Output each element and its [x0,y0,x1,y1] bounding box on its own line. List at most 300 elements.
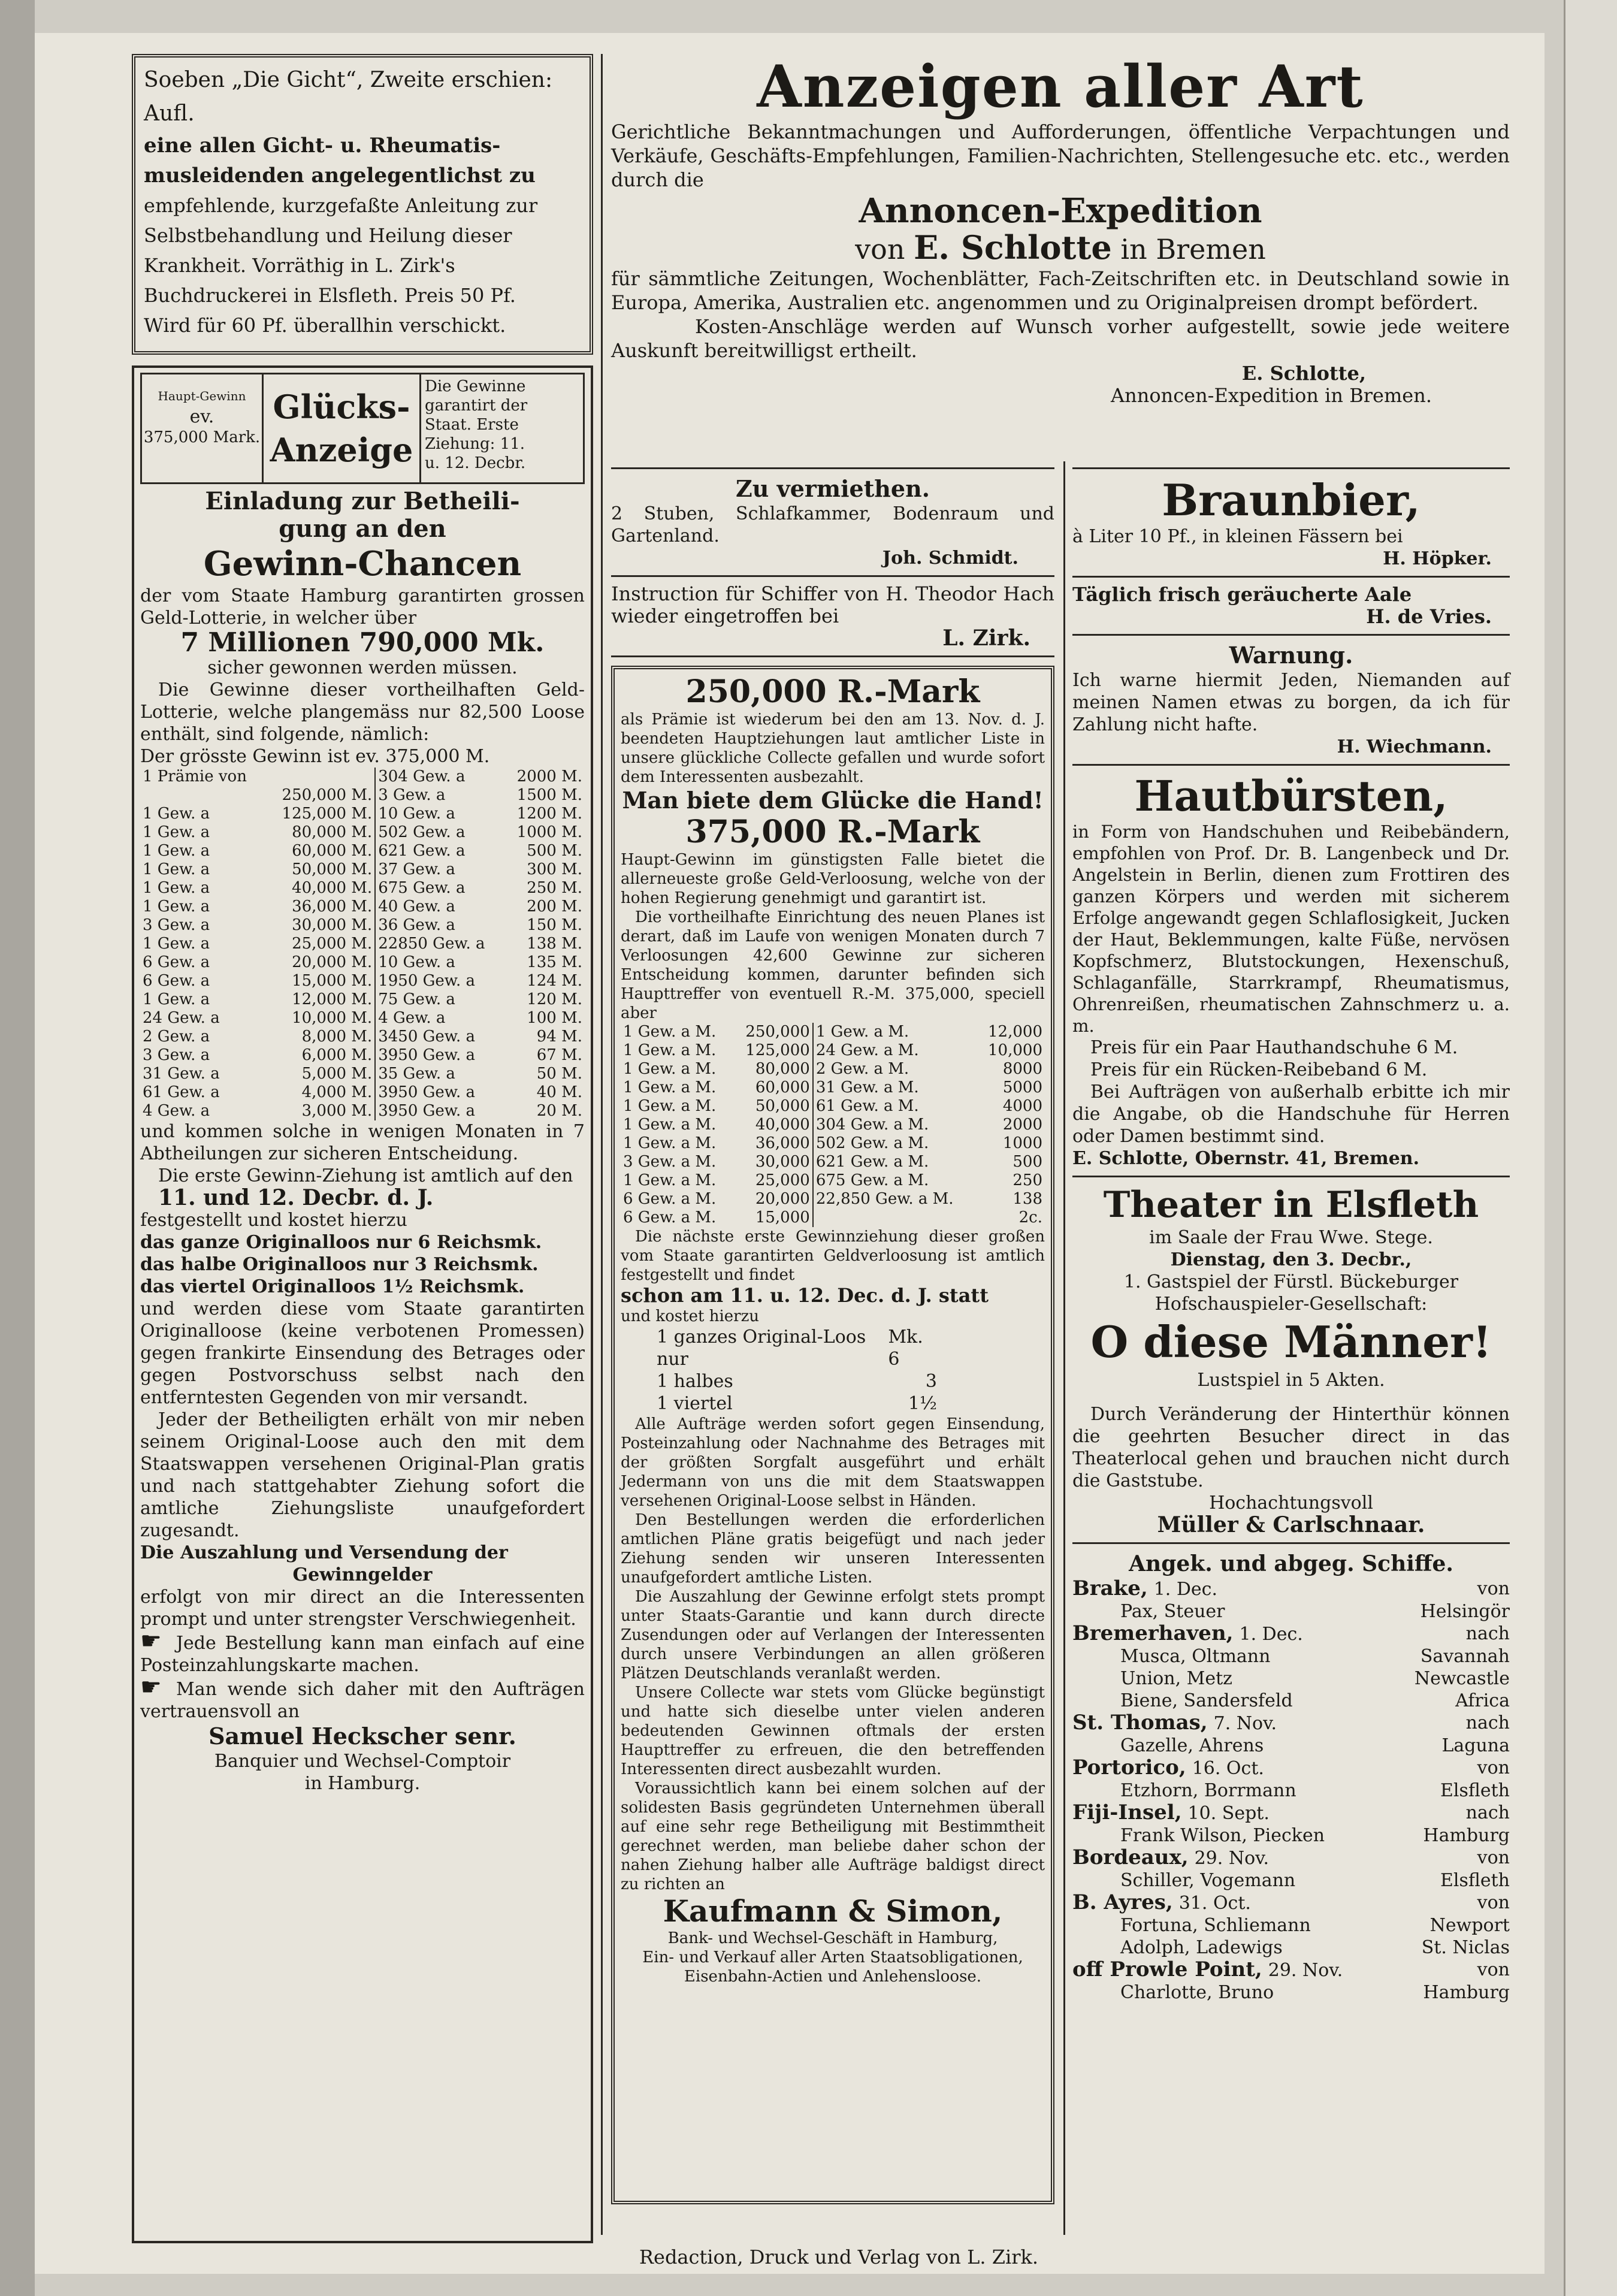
haupt-gewinn-label: Haupt-Gewinn [158,389,246,403]
prize-row [140,935,585,953]
theater-line: Lustspiel in 5 Akten. [1197,1370,1385,1391]
header-right-line: u. 12. Decbr. [425,454,526,472]
theater-title: Theater in Elsfleth [1103,1184,1479,1226]
prize-cell: 30,000 [755,1153,810,1171]
auftraege-text: Man wende sich daher mit den Aufträgen vertrauensvoll an [140,1679,585,1722]
prize-cell: 2000 M. [516,768,582,786]
column-middle [611,467,1054,2204]
loos-amount: 3 [925,1371,937,1392]
prize-cell: 3450 Gew. a [375,1028,504,1046]
prize-cell: 40 Gew. a [375,898,504,916]
port-label [1072,1802,1270,1824]
gluecks-header-right [421,374,583,482]
column-right [1072,467,1510,2004]
gewinn-chancen-heading: Gewinn-Chancen [203,544,522,584]
prize-cell: 10 Gew. a [375,953,504,972]
kaufmann-ad [611,666,1054,2204]
gluecks-paragraph: und werden diese vom Staate garantirten Originalloose (keine verbotenen Promessen) gegen frankirte Einsendung des Betrages oder gegen Postvorschuss selbst nach den entferntesten Gegenden von mir versandt. [140,1298,585,1408]
gluecks-paragraph: Jeder der Betheiligten erhält von mir neben seinem Original-Loose auch den mit dem Staatswappen versehenen Original-Plan gratis und nach stattgehabter Ziehung sofort die amtliche Ziehungsliste unaufgefordert zugesandt. [140,1409,585,1541]
gluecks-paragraph: Gewinngelder [292,1564,433,1585]
port-name: off Prowle Point, [1072,1957,1262,1981]
prize-cell: 1200 M. [516,805,582,823]
gluecks-paragraph: Die erste Gewinn-Ziehung ist amtlich auf den [158,1165,573,1186]
warnung-sig: H. Wiechmann. [1337,736,1492,757]
expedition-heading: Annoncen-Expedition [859,191,1262,231]
haut-price: Preis für ein Rücken-Reibeband 6 M. [1090,1059,1428,1080]
draw-date: 11. und 12. Decbr. d. J. [158,1185,434,1210]
anzeigen-header [611,54,1510,407]
page-title: Anzeigen aller Art [757,53,1364,120]
direction: von [1477,1578,1510,1599]
port-date: 29. Nov. [1194,1848,1270,1869]
prize-cell: 8,000 M. [301,1028,373,1046]
prize-cell: 1 Gew. a M. [623,1171,717,1189]
theater-date: Dienstag, den 3. Decbr., [1170,1249,1412,1270]
header-right-line: Staat. Erste [425,416,519,434]
prize-cell: 1000 M. [516,823,582,841]
prize-row [140,768,585,786]
prize-cell: 500 [1012,1153,1042,1171]
prize-cell [265,768,375,786]
firm-line: Banquier und Wechsel-Comptoir [214,1751,511,1772]
prize-cell: 250,000 M. [282,786,373,804]
ship-row [1072,1780,1510,1802]
book-binding-edge [0,0,35,2296]
price-line: das halbe Originalloos nur 3 Reichsmk. [140,1254,539,1275]
prize-cell: 135 M. [527,953,582,971]
prize-row [140,916,585,935]
prize-cell: 250,000 [745,1023,810,1041]
port-name: Bordeaux, [1072,1845,1189,1869]
header-right-line: Die Gewinne [425,377,526,395]
prize-cell: 4 Gew. a [375,1009,504,1028]
prize-row [140,1083,585,1102]
prize-cell: 3 Gew. a [143,916,210,934]
port-label [1072,1578,1217,1600]
gluecks-header [140,373,585,484]
gicht-line: Krankheit. Vorräthig in L. Zirk's [144,254,455,277]
ship-name: Charlotte, Bruno [1120,1982,1274,2003]
prize-cell: 1 Gew. a [143,860,210,878]
gluecks-title-box [264,374,421,482]
prize-cell: 80,000 M. [292,823,373,841]
column-rule-1 [601,54,603,2235]
ships-title: Angek. und abgeg. Schiffe. [1129,1551,1453,1576]
ship-name: Frank Wilson, Piecken [1120,1825,1325,1846]
prize-cell: 3 Gew. a [143,1046,210,1064]
kaufmann-paragraph: Unsere Collecte war stets vom Glücke begünstigt und hatte sich dieselbe unter vielen anderen bedeutenden Gewinnen oftmals der ersten Haupttreffer zu erfreuen, die den betreffenden Interessenten direct ausbezahlt wurden. [621,1684,1045,1778]
kaufmann-paragraph: Die vortheilhafte Einrichtung des neuen Planes ist derart, daß im Laufe von wenigen Monaten durch 7 Verloosungen 42,600 Gewinne zur sicheren Entscheidung kommen, darunter befinden sich Haupttreffer von eventuell R.-M. 375,000, speciell aber [621,908,1045,1022]
firm-name: Samuel Heckscher senr. [208,1723,516,1750]
prize-cell: 1 Gew. a [143,898,210,916]
vermiethen-sig: Joh. Schmidt. [882,548,1018,569]
prize-cell: 1 Gew. a M. [623,1078,717,1096]
prize-cell: 10,000 [988,1041,1042,1059]
prize-cell: 125,000 M. [282,805,373,823]
ship-place: Newport [1429,1915,1510,1936]
kaufmann-head3: 375,000 R.-Mark [685,814,980,850]
port-name: Fiji-Insel, [1072,1800,1182,1824]
prize-row [621,1041,1045,1060]
prize-cell: 1 Gew. a [143,879,210,897]
prize-cell: 6 Gew. a [143,972,210,990]
prize-cell: 5000 [1002,1078,1042,1096]
prize-cell: 1 Gew. a M. [623,1134,717,1152]
kaufmann-paragraph: Die nächste erste Gewinnziehung dieser großen vom Staate garantirten Geldverloosung ist amtlich festgestellt und findet [621,1228,1045,1284]
prize-row [140,805,585,823]
prize-cell: 22,850 Gew. a M. [813,1190,977,1209]
prize-cell: 675 Gew. a [375,879,504,898]
braunbier-sig: H. Höpker. [1383,548,1492,569]
port-name: Brake, [1072,1576,1148,1600]
prize-row [140,842,585,860]
kaufmann-firm: Kaufmann & Simon, [663,1893,1003,1929]
haupt-gewinn-sum: 375,000 Mark. [143,428,261,446]
haut-sig: E. Schlotte, Obernstr. 41, Bremen. [1072,1148,1420,1169]
prize-cell: 502 Gew. a M. [813,1134,977,1153]
kaufmann-paragraph: Den Bestellungen werden die erforderlichen amtlichen Pläne gratis beigefügt und nach jeder Ziehung senden wir unseren Interessenten unaufgefordert amtliche Listen. [621,1511,1045,1587]
prize-cell: 3950 Gew. a [375,1046,504,1065]
price-line: das viertel Originalloos 1½ Reichsmk. [140,1276,525,1297]
ship-name: Adolph, Ladewigs [1120,1937,1283,1958]
in-bremen: in Bremen [1120,233,1266,265]
prize-cell: 6,000 M. [301,1046,373,1064]
prize-cell: 4,000 M. [301,1083,373,1101]
loos-price [621,1370,1045,1392]
kaufmann-paragraph: Alle Aufträge werden sofort gegen Einsendung, Posteinzahlung oder Nachnahme des Betrages mit der größten Sorgfalt ausgeführt und erhält Jedermann von uns die mit dem Staatswappen versehenen Original-Loose selbst in Händen. [621,1415,1045,1510]
port-date: 10. Sept. [1187,1803,1270,1824]
prize-cell: 250 [1012,1171,1042,1189]
prize-cell: 3950 Gew. a [375,1083,504,1102]
prize-cell: 300 M. [527,860,582,878]
ship-port-row [1072,1712,1510,1735]
kaufmann-paragraph: und kostet hierzu [621,1307,760,1325]
kaufmann-firm-line: Ein- und Verkauf aller Arten Staatsobligationen, Eisenbahn-Actien und Anlehensloose. [642,1948,1023,1986]
schlotte-line [611,230,1510,267]
prize-row [140,879,585,898]
von-word: von [855,233,905,265]
port-date: 29. Nov. [1268,1960,1343,1981]
loos-type: 1 viertel [657,1393,733,1414]
direction: von [1477,1959,1510,1980]
kaufmann-head1: 250,000 R.-Mark [685,673,980,710]
port-date: 31. Oct. [1178,1893,1251,1914]
prize-cell: 24 Gew. a M. [813,1041,977,1060]
pointing-hand-icon: ☛ [140,1673,162,1701]
prize-row [140,972,585,990]
prize-cell: 20,000 M. [292,953,373,971]
braunbier-text: à Liter 10 Pf., in kleinen Fässern bei [1072,526,1403,547]
prize-cell: 3950 Gew. a [375,1102,504,1120]
gicht-line: Soeben „Die Gicht“, Zweite erschien: Aufl. [144,68,553,126]
prize-cell: 1 Gew. a M. [623,1097,717,1115]
gluecks-paragraph: erfolgt von mir direct an die Interessenten prompt und unter strengster Verschwiegenheit. [140,1587,585,1630]
gluecks-paragraph [140,1627,585,1676]
prize-row [621,1023,1045,1041]
price-line: das ganze Originalloos nur 6 Reichsmk. [140,1232,542,1253]
prize-cell: 61 Gew. a M. [813,1097,977,1116]
ship-place: Helsingör [1420,1601,1510,1622]
prize-cell: 20 M. [536,1102,582,1120]
kaufmann-paragraph: Die Auszahlung der Gewinne erfolgt stets prompt unter Staats-Garantie und kann durch directe Zusendungen oder auf Verlangen der Interessenten durch unsere Verbindungen an allen größeren Plätzen Deutschlands veranlaßt werden. [621,1588,1045,1682]
direction: von [1477,1892,1510,1913]
prize-cell: 1950 Gew. a [375,972,504,990]
prize-cell: 15,000 M. [292,972,373,990]
prize-cell: 304 Gew. a [375,768,504,786]
prize-cell: 125,000 [745,1041,810,1059]
ship-port-row [1072,1892,1510,1914]
ship-row [1072,1937,1510,1959]
prize-cell: 31 Gew. a M. [813,1078,977,1097]
prize-row [140,860,585,879]
port-name: Portorico, [1072,1756,1186,1780]
prize-cell: 675 Gew. a M. [813,1171,977,1190]
gluecks-title: Glücks-Anzeige [270,388,413,469]
prize-cell: 1500 M. [516,786,582,804]
prize-cell: 1 Gew. a M. [623,1023,717,1041]
ship-port-row [1072,1757,1510,1780]
prize-cell: 1 Gew. a M. [623,1060,717,1078]
gicht-line: Buchdruckerei in Elsfleth. Preis 50 Pf. [144,284,516,307]
prize-cell: 1 Gew. a M. [623,1041,717,1059]
port-name: Bremerhaven, [1072,1621,1234,1645]
play-title: O diese Männer! [1090,1316,1492,1367]
port-date: 16. Oct. [1192,1758,1264,1779]
prize-cell: 200 M. [527,898,582,916]
port-name: B. Ayres, [1072,1890,1173,1914]
prize-cell: 1 Gew. a M. [813,1023,977,1041]
theater-line: 1. Gastspiel der Fürstl. Bückeburger Hofschauspieler-Gesellschaft: [1123,1271,1459,1315]
ship-row [1072,1914,1510,1937]
prize-cell: 94 M. [536,1028,582,1046]
direction: nach [1465,1712,1510,1733]
prize-row [621,1134,1045,1153]
gicht-line: Selbstbehandlung und Heilung dieser [144,224,512,247]
instruction-sig: L. Zirk. [942,626,1030,651]
gluecks-paragraph [140,1673,585,1723]
prize-cell: 502 Gew. a [375,823,504,842]
ship-place: Africa [1455,1690,1510,1711]
ship-row [1072,1645,1510,1667]
prize-cell: 36 Gew. a [375,916,504,935]
prize-cell: 3 Gew. a [375,786,504,805]
prize-cell: 1 Gew. a [143,935,210,953]
kaufmann-head2: Man biete dem Glücke die Hand! [622,787,1044,814]
gicht-line: eine allen Gicht- u. Rheumatis- [144,134,501,158]
prize-cell: 2c. [1018,1209,1042,1226]
ship-name: Biene, Sandersfeld [1120,1690,1293,1711]
port-date: 1. Dec. [1153,1579,1218,1600]
bestellung-text: Jede Bestellung kann man einfach auf eine Posteinzahlungskarte machen. [140,1633,585,1676]
prize-cell: 20,000 [755,1190,810,1208]
ship-place: Hamburg [1423,1825,1510,1846]
haut-paragraph: in Form von Handschuhen und Reibebändern, empfohlen von Prof. Dr. B. Langenbeck und Dr. Angelstein in Berlin, dienen zum Frottiren des ganzen Körpers und werden mit sicherem Erfolge angewandt gegen Schlaflosigkeit, Jucken der Haut, Beklemmungen, kalte Füße, nervösen Kopfschmerz, Blutstockungen, Hexenschuß, Schlaganfälle, Starrkrampf, Rheumatismus, Ohrenreißen, rheumatischen Zahnschmerz u. a. m. [1072,821,1510,1036]
prize-row [621,1078,1045,1097]
header-right-line: garantirt der [425,397,528,415]
ship-name: Schiller, Vogemann [1120,1870,1296,1891]
gicht-line: empfehlende, kurzgefaßte Anleitung zur [144,194,538,217]
loos-type: 1 ganzes Original-Loos nur [657,1327,866,1370]
ships-list [1072,1578,1510,2004]
prize-cell: 6 Gew. a [143,953,210,971]
prize-row [140,1009,585,1028]
gluecks-header-left [142,374,264,482]
gluecks-paragraph: der vom Staate Hamburg garantirten grossen Geld-Lotterie, in welcher über [140,585,585,629]
loos-type: 1 halbes [657,1371,733,1392]
ship-name: Union, Metz [1120,1668,1232,1689]
prize-cell: 80,000 [755,1060,810,1078]
prize-cell: 1 Gew. a [143,842,210,860]
prize-cell: 138 [1012,1190,1042,1208]
header-right-line: Ziehung: 11. [425,435,525,453]
haut-price: Preis für ein Paar Hauthandschuhe 6 M. [1090,1037,1458,1058]
prize-cell: 1 Gew. a [143,990,210,1008]
haut-title: Hautbürsten, [1134,771,1448,821]
direction: nach [1465,1802,1510,1823]
prize-cell: 25,000 M. [292,935,373,953]
kaufmann-date: schon am 11. u. 12. Dec. d. J. statt [621,1284,989,1307]
ship-place: Laguna [1441,1735,1510,1756]
gluecks-paragraph: festgestellt und kostet hierzu [140,1210,407,1231]
prize-row [140,1046,585,1065]
prize-cell: 25,000 [755,1171,810,1189]
prize-cell: 30,000 M. [292,916,373,934]
prize-cell: 60,000 M. [292,842,373,860]
prize-row [621,1209,1045,1227]
ship-place: Elsfleth [1440,1870,1510,1891]
prize-cell: 61 Gew. a [143,1083,220,1101]
prize-cell: 40 M. [536,1083,582,1101]
ship-row [1072,1981,1510,2004]
theater-line: Hochachtungsvoll [1209,1493,1373,1513]
prize-row [621,1153,1045,1171]
prize-cell: 250 M. [527,879,582,897]
ship-row [1072,1869,1510,1892]
loos-amount: 1½ [908,1393,937,1414]
ship-place: Savannah [1420,1646,1510,1667]
vermiethen-text: 2 Stuben, Schlafkammer, Bodenraum und Gartenland. [611,503,1054,546]
prize-cell [813,1209,977,1227]
gicht-ad [132,54,593,355]
kaufmann-paragraph: als Prämie ist wiederum bei den am 13. Nov. d. J. beendeten Hauptziehungen laut amtlicher Liste in unsere glückliche Collecte gefallen und wurde sofort dem Interessenten ausbezahlt. [621,711,1045,786]
ship-row [1072,1600,1510,1623]
prize-cell: 37 Gew. a [375,860,504,879]
direction: von [1477,1757,1510,1778]
gluecks-paragraph: und kommen solche in wenigen Monaten in 7 Abtheilungen zur sicheren Entscheidung. [140,1121,585,1164]
prize-cell: 12,000 M. [292,990,373,1008]
theater-sig: Müller & Carlschnaar. [1157,1512,1425,1537]
header-signature: Annoncen-Expedition in Bremen. [1111,384,1432,407]
vermiethen-title: Zu vermiethen. [736,475,930,502]
firm-line: in Hamburg. [304,1773,421,1794]
prize-cell [140,786,265,805]
prize-cell: 12,000 [988,1023,1042,1041]
header-paragraph: für sämmtliche Zeitungen, Wochenblätter, Fach-Zeitschriften etc. in Deutschland sowie in Europa, Amerika, Australien etc. angenommen und zu Originalpreisen drompt befördert. [611,267,1510,314]
haut-paragraph: Bei Aufträgen von außerhalb erbitte ich mir die Angabe, ob die Handschuhe für Herren oder Damen bestimmt sind. [1072,1081,1510,1147]
kaufmann-paragraph: Haupt-Gewinn im günstigsten Falle bietet die allerneueste große Geld-Verloosung, welche von der hohen Regierung genehmigt und garantirt ist. [621,851,1045,907]
prize-cell: 10,000 M. [292,1009,373,1027]
prize-cell: 1 Gew. a [143,805,210,823]
prize-cell: 35 Gew. a [375,1065,504,1083]
prize-cell: 40,000 [755,1116,810,1134]
prize-row [621,1171,1045,1190]
prize-cell: 40,000 M. [292,879,373,897]
ship-row [1072,1735,1510,1757]
prize-cell: 6 Gew. a M. [623,1209,717,1226]
header-paragraph: Gerichtliche Bekanntmachungen und Aufforderungen, öffentliche Verpachtungen und Verkäufe, Geschäfts-Empfehlungen, Familien-Nachrichten, Stellengesuche etc. etc., werden durch die [611,120,1510,191]
prize-row [621,1116,1045,1134]
prize-cell: 3 Gew. a M. [623,1153,717,1171]
prize-cell: 67 M. [536,1046,582,1064]
prize-cell: 3,000 M. [301,1102,373,1120]
prize-cell: 8000 [1002,1060,1042,1078]
gluecks-paragraph: Der grösste Gewinn ist ev. 375,000 M. [140,746,490,767]
gluecks-paragraph: Die Auszahlung und Versendung der [140,1542,508,1563]
prize-cell: 1 Gew. a [143,823,210,841]
prize-row [621,1097,1045,1116]
prize-cell: 150 M. [527,916,582,934]
millions-line: 7 Millionen 790,000 Mk. [180,627,545,658]
ship-row [1072,1690,1510,1712]
kaufmann-firm-line: Bank- und Wechsel-Geschäft in Hamburg, [667,1929,998,1947]
prize-cell: 304 Gew. a M. [813,1116,977,1134]
column-rule-2 [1063,461,1065,2235]
ship-name: Fortuna, Schliemann [1120,1915,1311,1936]
ev-label: ev. [189,406,214,427]
prize-row [140,953,585,972]
adjacent-page-edge [1564,0,1617,2296]
port-date: 7. Nov. [1213,1713,1277,1734]
ship-place: Elsfleth [1440,1780,1510,1801]
gicht-line: musleidenden angelegentlichst zu [144,164,536,188]
header-paragraph: Kosten-Anschläge werden auf Wunsch vorher aufgestellt, sowie jede weitere Auskunft bereitwilligst ertheilt. [611,315,1510,362]
prize-cell: 15,000 [755,1209,810,1226]
prize-row [140,823,585,842]
loos-amount: Mk. 6 [888,1327,923,1370]
prize-cell: 36,000 M. [292,898,373,916]
port-label [1072,1892,1251,1914]
prize-row [140,786,585,805]
ship-name: Gazelle, Ahrens [1120,1735,1264,1756]
ship-place: Hamburg [1423,1982,1510,2003]
port-label [1072,1712,1277,1735]
prize-cell: 621 Gew. a [375,842,504,860]
ship-port-row [1072,1802,1510,1824]
prize-cell: 50,000 [755,1097,810,1115]
port-label [1072,1623,1303,1645]
warnung-title: Warnung. [1229,642,1353,669]
prize-row [140,1065,585,1083]
prize-cell: 10 Gew. a [375,805,504,823]
prize-cell: 500 M. [527,842,582,860]
port-label [1072,1757,1264,1780]
port-name: St. Thomas, [1072,1711,1208,1735]
prize-cell: 120 M. [527,990,582,1008]
loos-price [621,1326,1045,1370]
prize-cell: 31 Gew. a [143,1065,220,1083]
loos-price [621,1392,1045,1415]
prize-cell: 50 M. [536,1065,582,1083]
prize-cell: 100 M. [527,1009,582,1027]
prize-row [140,1028,585,1046]
prize-cell: 75 Gew. a [375,990,504,1009]
aale-text: Täglich frisch geräucherte Aale [1072,583,1412,606]
port-label [1072,1847,1269,1869]
schlotte-name: E. Schlotte [914,228,1112,267]
port-label [1072,1959,1343,1981]
kaufmann-paragraph: Voraussichtlich kann bei einem solchen auf der solidesten Basis gegründeten Unternehmen überall auf eine sehr rege Betheiligung mit Bestimmtheit gerechnet werden, man beliebe daher schon der nahen Ziehung halber alle Aufträge baldigst direct zu richten an [621,1780,1045,1893]
prize-cell: 1 Prämie von [143,768,247,786]
